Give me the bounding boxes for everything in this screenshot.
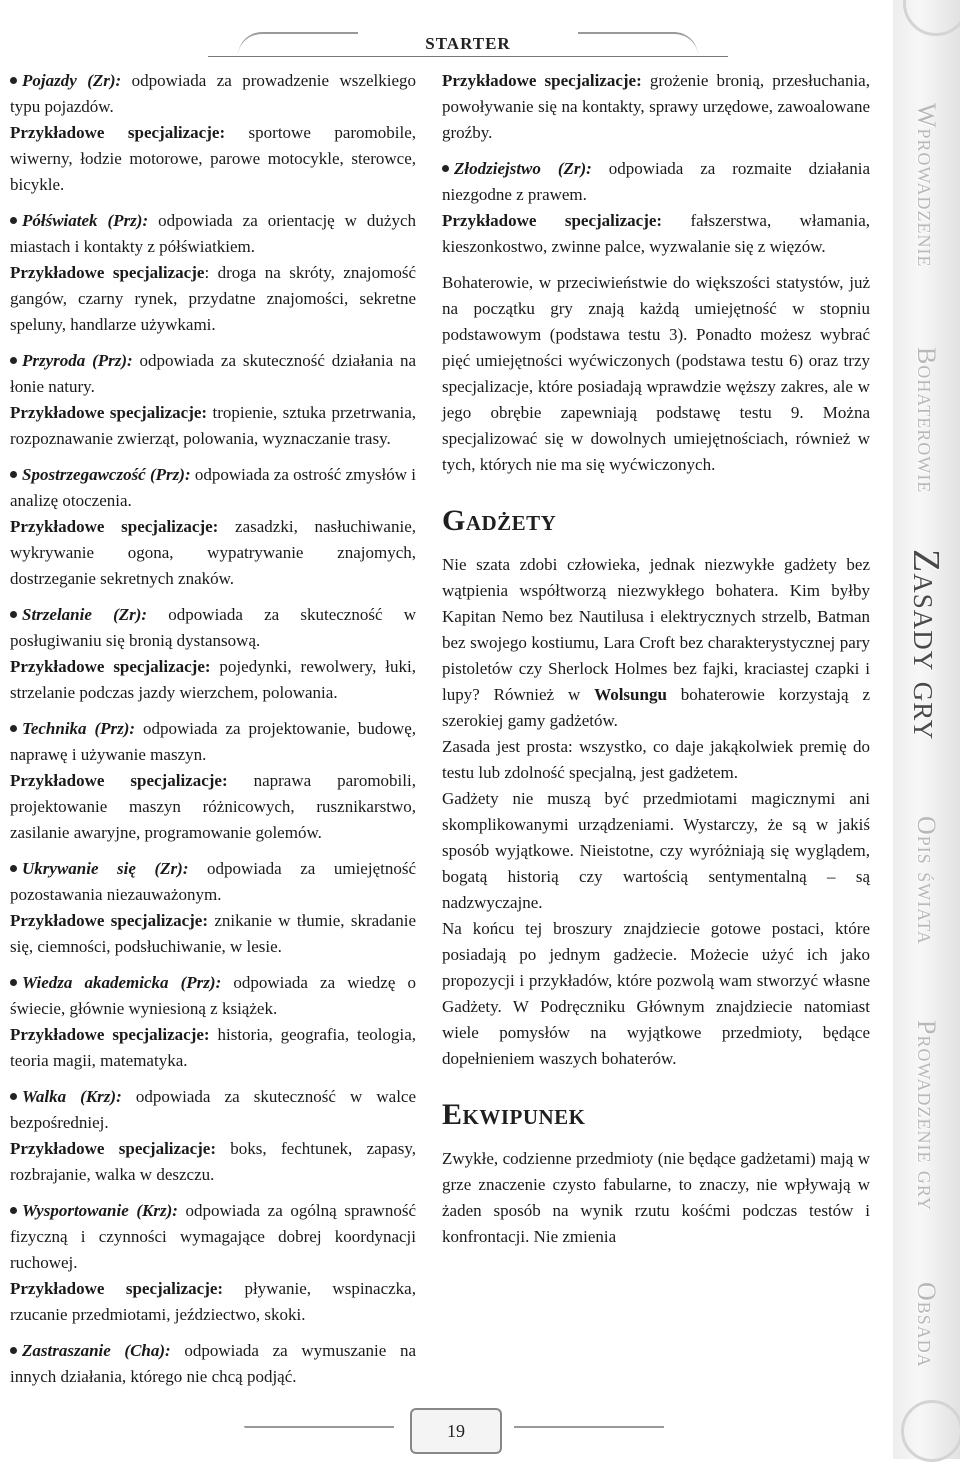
header-title: STARTER xyxy=(425,34,511,53)
page-number: 19 xyxy=(410,1408,502,1454)
skill-entry xyxy=(10,856,416,960)
gadgets-heading: Gadżety xyxy=(442,504,557,537)
tab-obsada[interactable]: Obsada xyxy=(912,1282,941,1368)
spec-label: Przykładowe specjalizacje: xyxy=(10,911,208,930)
gadgets-text: bohaterowie korzystają z szerokiej gamy gadżetów. xyxy=(442,685,870,730)
bullet-icon xyxy=(442,165,449,172)
bullet-icon xyxy=(10,1093,17,1100)
bullet-icon xyxy=(10,77,17,84)
bullet-icon xyxy=(10,1207,17,1214)
bullet-icon xyxy=(10,865,17,872)
tab-bohaterowie[interactable]: Bohaterowie xyxy=(912,346,941,494)
skill-name: Przyroda (Prz): xyxy=(22,351,133,370)
skill-name: Zastraszanie (Cha): xyxy=(22,1341,171,1360)
gear-icon xyxy=(903,0,960,36)
spec-text: pływanie, wspinaczka, rzucanie przedmiotami, jeździectwo, skoki. xyxy=(10,1279,416,1324)
skill-desc: odpowiada za wymuszanie na innych działania, którego nie chcą podjąć. xyxy=(10,1341,416,1386)
skill-entry xyxy=(10,1198,416,1328)
heroes-paragraph: Bohaterowie, w przeciwieństwie do większości statystów, już na początku gry znają każdą umiejętność w stopniu podstawowym (podstawa testu 3). Ponadto możesz wybrać pięć umiejętności wyćwiczonych (podstawa testu 6) oraz trzy specjalizacje, które posiadają wprawdzie węższy zakres, ale w jego obrębie zapewniają podstawę testu 9. Można specjalizować się w dowolnych umiejętnościach, również w tych, których nie ma się wyćwiczonych. xyxy=(442,273,870,474)
tab-opis-swiata[interactable]: Opis świata xyxy=(912,815,941,945)
chapter-sidebar xyxy=(893,0,960,1459)
skill-name: Walka (Krz): xyxy=(22,1087,122,1106)
skill-entry xyxy=(10,970,416,1074)
spec-label: Przykładowe specjalizacje: xyxy=(442,211,663,230)
skill-desc: odpowiada za projektowanie, budowę, naprawę i używanie maszyn. xyxy=(10,719,417,764)
skill-entry xyxy=(10,208,416,338)
skill-name: Ukrywanie się (Zr): xyxy=(22,859,189,878)
spec-label: Przykładowe specjalizacje: xyxy=(10,1279,224,1298)
spec-text: tropienie, sztuka przetrwania, rozpoznawanie zwierząt, polowania, wyznaczanie trasy. xyxy=(10,403,416,448)
spec-text: : droga na skróty, znajomość gangów, czarny rynek, przydatne znajomości, sekretne speluny, handlarze używkami. xyxy=(10,263,416,334)
left-column xyxy=(10,68,416,1390)
right-column xyxy=(442,68,870,1250)
skill-desc: odpowiada za wiedzę o świecie, głównie wyniesioną z książek. xyxy=(10,973,416,1018)
spec-label: Przykładowe specjalizacje: xyxy=(10,1139,216,1158)
spec-text: zasadzki, nasłuchiwanie, wykrywanie ogona, wypatrywanie znajomych, dostrzeganie sekretnych znaków. xyxy=(10,517,416,588)
skill-desc: odpowiada za umiejętność pozostawania niezauważonym. xyxy=(10,859,417,904)
spec-text: naprawa paromobili, projektowanie maszyn różnicowych, rusznikarstwo, zasilanie awaryjne, programowanie golemów. xyxy=(10,771,416,842)
skill-entry xyxy=(10,716,416,846)
skill-entry xyxy=(10,348,416,452)
equipment-paragraph: Zwykłe, codzienne przedmioty (nie będące gadżetami) mają w grze znaczenie czysto fabularne, to znaczy, nie wpływają w żaden sposób na wynik rzutu kośćmi podczas testów i konfrontacji. Nie zmienia xyxy=(442,1149,870,1246)
page-header xyxy=(208,14,728,57)
spec-label: Przykładowe specjalizacje xyxy=(10,263,205,282)
skill-name: Złodziejstwo (Zr): xyxy=(454,159,592,178)
skill-name: Wysportowanie (Krz): xyxy=(22,1201,178,1220)
skill-desc: odpowiada za rozmaite działania niezgodne z prawem. xyxy=(442,159,870,204)
skill-name: Technika (Prz): xyxy=(22,719,136,738)
skill-name: Spostrzegawczość (Prz): xyxy=(22,465,191,484)
spec-label: Przykładowe specjalizacje: xyxy=(10,771,228,790)
skill-desc: odpowiada za orientację w dużych miastach i kontakty z półświatkiem. xyxy=(10,211,417,256)
bullet-icon xyxy=(10,1347,17,1354)
bullet-icon xyxy=(10,217,17,224)
skill-desc: odpowiada za ogólną sprawność fizyczną i czynności wymagające dobrej koordynacji ruchowej. xyxy=(10,1201,416,1272)
spec-text: znikanie w tłumie, skradanie się, ciemności, podsłuchiwanie, w lesie. xyxy=(10,911,416,956)
skill-desc: odpowiada za skuteczność w walce bezpośredniej. xyxy=(10,1087,417,1132)
spec-text: boks, fechtunek, zapasy, rozbrajanie, walka w deszczu. xyxy=(10,1139,416,1184)
gadgets-text: Nie szata zdobi człowieka, jednak niezwykłe gadżety bez wątpienia współtworzą niezwykłego bohatera. Kim byłby Kapitan Nemo bez Nautilusa i elektrycznych strzelb, Batman bez swojego kostiumu, Lara Croft bez charakterystycznej pary pistoletów czy Sherlock Holmes bez fajki, kraciastej czapki i lupy? Również w xyxy=(442,555,870,704)
tab-wprowadzenie[interactable]: Wprowadzenie xyxy=(912,102,941,268)
footer-ornament-left xyxy=(244,1426,394,1428)
game-title: Wolsungu xyxy=(594,685,667,704)
spec-label: Przykładowe specjalizacje: xyxy=(10,517,219,536)
page-footer xyxy=(244,1402,664,1452)
spec-label: Przykładowe specjalizacje: xyxy=(10,123,226,142)
skill-entry xyxy=(10,602,416,706)
gadgets-paragraph: Zasada jest prosta: wszystko, co daje jakąkolwiek premię do testu lub zdolność specjalną, jest gadżetem. xyxy=(442,737,870,782)
bullet-icon xyxy=(10,471,17,478)
spec-text: historia, geografia, teologia, teoria magii, matematyka. xyxy=(10,1025,416,1070)
gear-icon xyxy=(901,1400,960,1462)
tab-prowadzenie-gry[interactable]: Prowadzenie gry xyxy=(912,1019,941,1211)
bullet-icon xyxy=(10,725,17,732)
spec-text: sportowe paromobile, wiwerny, łodzie motorowe, parowe motocykle, sterowce, bicykle. xyxy=(10,123,416,194)
spec-label: Przykładowe specjalizacje: xyxy=(10,403,208,422)
spec-text: fałszerstwa, włamania, kieszonkostwo, zwinne palce, wyzwalanie się z więzów. xyxy=(442,211,870,256)
gadgets-paragraph: Gadżety nie muszą być przedmiotami magicznymi ani skomplikowanymi urządzeniami. Wystarczy, że są w jakiś sposób wyjątkowe. Nieistotne, czy wyróżniają się wyglądem, bogatą historią czy wartością sentymentalną – są nadzwyczajne. xyxy=(442,789,870,912)
spec-text: pojedynki, rewolwery, łuki, strzelanie podczas jazdy wierzchem, polowania. xyxy=(10,657,416,702)
skill-name: Strzelanie (Zr): xyxy=(22,605,148,624)
tab-zasady-gry[interactable]: Zasady gry xyxy=(905,549,947,741)
equipment-heading: Ekwipunek xyxy=(442,1098,586,1131)
gadgets-paragraph xyxy=(442,552,870,734)
spec-label: Przykładowe specjalizacje: xyxy=(10,657,211,676)
skill-desc: odpowiada za skuteczność w posługiwaniu się bronią dystansową. xyxy=(10,605,416,650)
skill-entry xyxy=(442,156,870,260)
skill-name: Półświatek (Prz): xyxy=(22,211,149,230)
skill-desc: odpowiada za ostrość zmysłów i analizę otoczenia. xyxy=(10,465,416,510)
skill-entry xyxy=(10,68,416,198)
spec-label: Przykładowe specjalizacje: xyxy=(442,71,642,90)
skill-entry xyxy=(10,1084,416,1188)
spec-text: grożenie bronią, przesłuchania, powoływanie się na kontakty, sprawy urzędowe, zawoalowane groźby. xyxy=(442,71,870,142)
skill-desc: odpowiada za prowadzenie wszelkiego typu pojazdów. xyxy=(10,71,416,116)
bullet-icon xyxy=(10,357,17,364)
skill-entry xyxy=(10,1338,416,1390)
spec-label: Przykładowe specjalizacje: xyxy=(10,1025,210,1044)
bullet-icon xyxy=(10,979,17,986)
footer-ornament-right xyxy=(514,1426,664,1428)
bullet-icon xyxy=(10,611,17,618)
skill-name: Wiedza akademicka (Prz): xyxy=(22,973,222,992)
skill-entry xyxy=(10,462,416,592)
gadgets-paragraph: Na końcu tej broszury znajdziecie gotowe postaci, które posiadają po jednym gadżecie. Możecie użyć ich jako propozycji i przykładów, które pozwolą wam stworzyć własne Gadżety. W Podręczniku Głównym znajdziecie natomiast wiele pomysłów na wyjątkowe przedmioty, będące dopełnieniem waszych bohaterów. xyxy=(442,919,870,1068)
skill-name: Pojazdy (Zr): xyxy=(22,71,122,90)
skill-desc: odpowiada za skuteczność działania na łonie natury. xyxy=(10,351,416,396)
